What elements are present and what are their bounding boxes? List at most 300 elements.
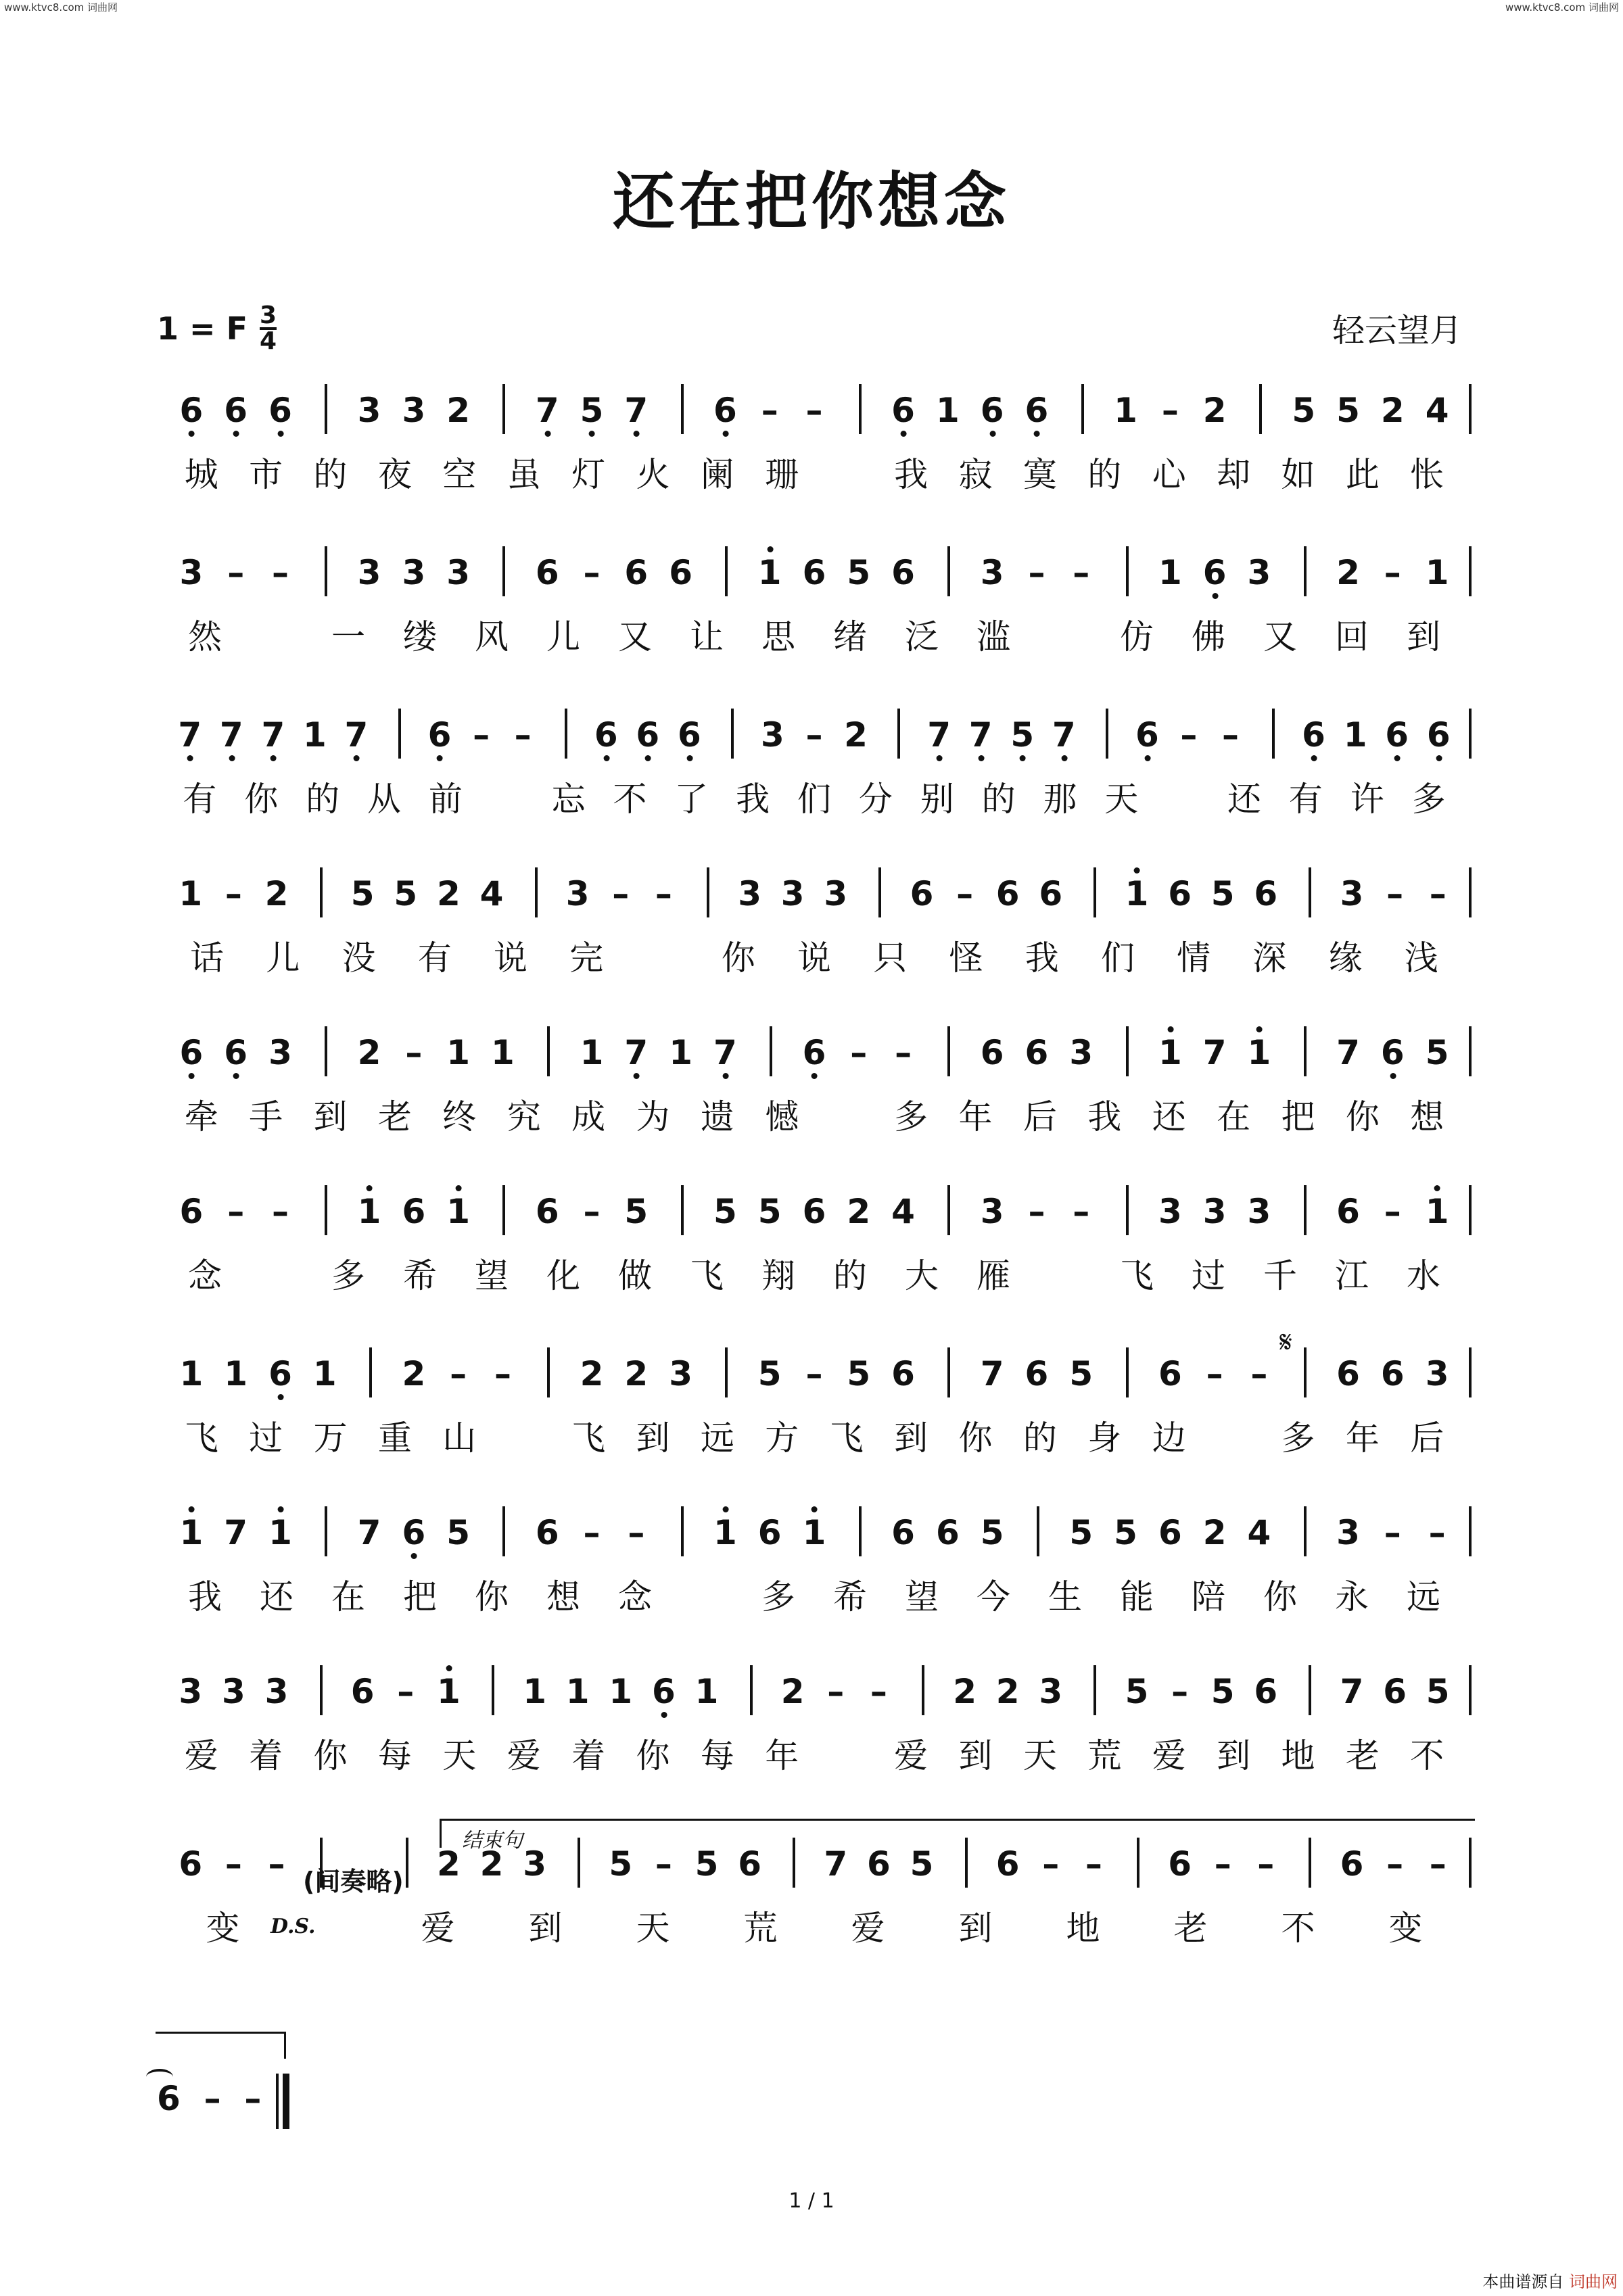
barline [1126,546,1129,596]
barline [325,1506,327,1556]
note: 6 [677,715,701,755]
note: 2 [446,391,471,430]
note: 6 [980,1033,1004,1072]
lyric-char: 望 [905,1577,939,1617]
lyric-char: 多 [894,1097,928,1137]
note: 1 [565,1672,590,1711]
note: 5 [446,1513,471,1552]
lyric-char: 山 [442,1418,477,1458]
note: – [1042,1844,1060,1884]
note: – [827,1672,845,1711]
barline [681,1506,684,1556]
note: 5 [1010,715,1035,755]
note: 3 [980,553,1004,592]
lyric-char: 还 [260,1577,293,1617]
barline [1304,1347,1307,1397]
interlude-label: (间奏略) [303,1867,404,1896]
lyric-char: 只 [873,938,908,978]
score-row [156,1342,1473,1460]
note: 5 [624,1192,649,1231]
lyric-char: 成 [571,1097,606,1137]
lyric-char: 荒 [1087,1736,1122,1775]
note: – [1429,874,1446,913]
score-row [156,1660,1473,1777]
lyric-char: 化 [546,1256,580,1295]
barline [1126,1026,1129,1076]
barline [406,1838,408,1888]
lyric-char: 市 [249,455,283,494]
note: 1 [179,1354,204,1393]
note: – [655,874,672,913]
final-volta-line [156,2032,284,2034]
note: 7 [219,715,243,755]
lyric-char: 们 [1100,938,1135,978]
score-row [156,541,1473,659]
lyrics-line [156,442,1473,496]
lyric-char: 有 [183,780,217,819]
note: 2 [847,1192,871,1231]
note: 6 [1025,1354,1049,1393]
note: 6 [224,1033,248,1072]
lyric-char: 我 [1025,938,1059,978]
barline-end [1469,1185,1472,1235]
note: 6 [891,1513,915,1552]
lyric-char: 远 [700,1418,734,1458]
lyric-char: 寂 [958,455,993,494]
note: 6 [179,1844,203,1884]
lyric-char: 仿 [1120,617,1154,656]
note: 3 [402,391,426,430]
note: 2 [624,1354,649,1393]
footer-text: 本曲谱源自 [1482,2272,1564,2291]
lyric-char: 忘 [551,780,586,819]
watermark-left: www.ktvc8.com 词曲网 [4,1,118,14]
note: 7 [344,715,369,755]
note: 3 [1069,1033,1093,1072]
note: 3 [523,1844,546,1884]
lyric-char: 把 [1281,1097,1315,1137]
lyric-char: 年 [958,1097,993,1137]
note: 6 [1336,1192,1360,1231]
barline [1304,546,1307,596]
lyric-char: 地 [1281,1736,1315,1775]
notes-line [156,1660,1473,1721]
note: 7 [624,391,649,430]
lyric-char: 做 [618,1256,652,1295]
note: 2 [357,1033,381,1072]
note: 3 [738,874,761,913]
lyric-char: 风 [475,617,509,656]
note: 5 [1069,1513,1093,1552]
note: – [225,1844,242,1884]
final-volta-end [284,2032,286,2059]
barline [947,1185,950,1235]
note: 1 [1425,1192,1449,1231]
lyric-char: 天 [442,1736,477,1775]
note: 6 [738,1844,761,1884]
note: 6 [935,1513,960,1552]
segno-sign: 𝄋 [1279,1325,1292,1360]
lyric-char: 我 [1087,1097,1122,1137]
note: 1 [312,1354,337,1393]
watermark-right: www.ktvc8.com 词曲网 [1505,1,1619,14]
note: 3 [1425,1354,1449,1393]
note: 6 [1383,1672,1407,1711]
note: 1 [1114,391,1137,430]
lyric-char: 飞 [184,1418,218,1458]
lyric-char: 浅 [1404,938,1438,978]
note: 2 [402,1354,426,1393]
note: 6 [1202,553,1227,592]
note: 6 [1340,1844,1364,1884]
note: – [268,1844,285,1884]
lyric-char: 遗 [700,1097,734,1137]
note: 3 [1340,874,1364,913]
lyric-char: 缕 [403,617,437,656]
lyric-char: 灯 [571,455,606,494]
note: 2 [1336,553,1360,592]
lyric-char: 到 [636,1418,670,1458]
note: 2 [264,874,289,913]
lyric-char: 情 [1177,938,1211,978]
note: 3 [402,553,426,592]
note: – [473,715,490,755]
note: 5 [910,1844,934,1884]
note: 3 [446,553,471,592]
lyric-char: 念 [618,1577,652,1617]
lyric-char: 每 [377,1736,412,1775]
lyric-char: 的 [313,455,348,494]
lyric-char: 变 [1388,1909,1423,1948]
lyric-char: 又 [1263,617,1297,656]
barline [502,546,505,596]
notes-line [156,379,1473,439]
note: 6 [535,1513,559,1552]
lyric-char: 却 [1217,455,1251,494]
note: 6 [636,715,660,755]
lyric-char: 们 [797,780,831,819]
barline-end [1469,709,1472,759]
note: 1 [1343,715,1367,755]
lyric-char: 不 [1281,1909,1315,1948]
lyric-char: 我 [188,1577,222,1617]
note: 6 [535,553,559,592]
lyric-char: 着 [249,1736,283,1775]
ending-label: 结束句 [462,1829,523,1852]
note: – [1085,1844,1102,1884]
lyric-char: 阑 [700,455,734,494]
note: 6 [179,391,204,430]
barline [947,1347,950,1397]
note: 1 [1247,1033,1271,1072]
lyric-char: 绪 [833,617,867,656]
lyric-char: 有 [1288,780,1323,819]
note: 6 [1426,715,1451,755]
notes-line [156,1021,1473,1082]
note: 6 [980,391,1004,430]
barline [725,1347,728,1397]
note: 6 [1336,1354,1360,1393]
lyric-char: 飞 [690,1256,724,1295]
lyric-char: 的 [981,780,1016,819]
note: 5 [757,1354,782,1393]
note: 1 [179,1513,204,1552]
key-signature [157,302,277,356]
lyric-char: 多 [761,1577,795,1617]
note: 5 [847,1354,871,1393]
note: 5 [1210,874,1235,913]
lyric-char: 希 [833,1577,867,1617]
lyric-char: 着 [571,1736,606,1775]
barline [681,384,684,434]
lyric-char: 远 [1407,1577,1440,1617]
lyric-char: 多 [1281,1418,1315,1458]
barline [325,546,327,596]
note: – [1028,553,1045,592]
note: 6 [268,1354,292,1393]
note: 2 [436,1844,461,1884]
note: – [1384,553,1401,592]
note: 6 [1135,715,1159,755]
lyric-char: 你 [636,1736,670,1775]
lyric-char: 老 [377,1097,412,1137]
note: 6 [910,874,934,913]
note: 3 [264,1672,289,1711]
time-sig-bottom: 4 [260,327,277,356]
barline [492,1665,494,1715]
note: 7 [224,1513,248,1552]
lyric-char: 荒 [743,1909,778,1948]
note: – [1250,1354,1268,1393]
note: – [895,1033,912,1072]
barline [547,1347,550,1397]
barline [1081,384,1084,434]
note: 6 [866,1844,891,1884]
lyric-char: 空 [442,455,477,494]
lyric-char: 身 [1087,1418,1122,1458]
lyric-char: 想 [1410,1097,1444,1137]
barline [731,709,734,759]
lyrics-line [156,1564,1473,1619]
note: 4 [891,1192,915,1231]
barline-end [1469,1665,1472,1715]
lyric-char: 我 [736,780,770,819]
note: 3 [1336,1513,1360,1552]
barline [1304,1026,1307,1076]
lyric-char: 天 [636,1909,670,1948]
note: 6 [350,1672,375,1711]
note: 5 [1426,1672,1450,1711]
note: 5 [1210,1672,1235,1711]
note: – [271,553,289,592]
lyric-char: 终 [442,1097,477,1137]
note: 6 [713,391,737,430]
score-row [156,1501,1473,1619]
note: 2 [1380,391,1405,430]
note: 6 [268,391,292,430]
note: 1 [609,1672,633,1711]
note: 6 [802,553,826,592]
barline [502,384,505,434]
lyrics-line [156,1896,1473,1950]
lyric-char: 变 [206,1909,240,1948]
note: 3 [1039,1672,1063,1711]
note: – [1384,1513,1401,1552]
lyric-char: 每 [700,1736,734,1775]
lyric-char: 陪 [1192,1577,1225,1617]
note: – [225,874,242,913]
lyrics-line [156,1084,1473,1139]
lyric-char: 别 [920,780,954,819]
note: 6 [1385,715,1409,755]
notes-line [156,1342,1473,1403]
note: 5 [847,553,871,592]
note: 6 [1158,1354,1182,1393]
lyric-char: 永 [1335,1577,1369,1617]
notes-line [156,862,1473,923]
lyric-char: 到 [958,1909,993,1948]
barline [320,867,323,917]
lyric-char: 儿 [546,617,580,656]
note: 6 [594,715,618,755]
note: 1 [580,1033,604,1072]
lyric-char: 过 [1192,1256,1225,1295]
barline [878,867,881,917]
note: 6 [1254,1672,1278,1711]
note: – [450,1354,467,1393]
note: 3 [1158,1192,1182,1231]
note: 2 [1202,391,1227,430]
lyric-char: 还 [1227,780,1261,819]
lyric-char: 你 [721,938,755,978]
lyric-char: 万 [313,1418,348,1458]
lyric-char: 天 [1104,780,1139,819]
note: 4 [1247,1513,1271,1552]
note: 7 [1202,1033,1227,1072]
ending-bracket [440,1819,1475,1852]
lyric-char: 爱 [421,1909,455,1948]
barline [325,1185,327,1235]
note: – [271,1192,289,1231]
lyric-char: 后 [1022,1097,1057,1137]
lyric-char: 怅 [1410,455,1444,494]
note: 6 [1380,1033,1405,1072]
time-sig-top: 3 [260,302,277,329]
lyric-char: 让 [690,617,724,656]
lyric-char: 究 [507,1097,541,1137]
lyric-char: 望 [475,1256,509,1295]
note: – [805,391,823,430]
barline [947,1026,950,1076]
lyric-char: 火 [636,455,670,494]
note: 6 [651,1672,676,1711]
note: 7 [624,1033,649,1072]
note: – [405,1033,423,1072]
note: 6 [891,1354,915,1393]
lyric-char: 到 [528,1909,563,1948]
note: 2 [580,1354,604,1393]
lyric-char: 分 [858,780,893,819]
lyric-char: 千 [1263,1256,1297,1295]
notes-line [156,1180,1473,1241]
barline [1304,1506,1307,1556]
lyric-char: 江 [1335,1256,1369,1295]
note: 7 [1340,1672,1364,1711]
lyric-char: 的 [1087,455,1122,494]
note: 3 [357,553,381,592]
note: 6 [624,553,649,592]
barline [681,1185,684,1235]
barline [502,1185,505,1235]
score-row [156,1180,1473,1297]
lyric-char: 在 [1217,1097,1251,1137]
barline [707,867,709,917]
note: 4 [479,874,504,913]
lyric-char: 爱 [851,1909,885,1948]
score-row [156,379,1473,496]
lyric-char: 为 [636,1097,670,1137]
note: – [1221,715,1239,755]
lyric-char: 从 [367,780,401,819]
note: 5 [695,1844,719,1884]
ds-marking: D.S. [270,1915,316,1938]
lyric-char: 滥 [977,617,1010,656]
lyric-char: 许 [1350,780,1384,819]
note: 6 [402,1192,426,1231]
note: 1 [446,1192,471,1231]
note: – [1386,1844,1404,1884]
final-barline-thick [283,2074,289,2129]
note: 6 [1025,1033,1049,1072]
lyric-char: 不 [613,780,647,819]
lyric-char: 多 [331,1256,365,1295]
barline [770,1026,772,1076]
barline [502,1506,505,1556]
barline [859,1506,862,1556]
lyric-char: 那 [1043,780,1077,819]
lyric-char: 了 [674,780,709,819]
note: – [870,1672,887,1711]
composer: 轻云望月 [1332,312,1462,350]
note: 5 [1292,391,1316,430]
barline [1037,1506,1039,1556]
note: 3 [669,1354,693,1393]
note: – [1180,715,1198,755]
note: 3 [780,874,805,913]
barline [1304,1185,1307,1235]
note: 4 [1425,391,1449,430]
note: 6 [179,1033,204,1072]
lyric-char: 今 [977,1577,1010,1617]
note: 6 [1025,391,1049,430]
lyric-char: 不 [1410,1736,1444,1775]
note: – [1214,1844,1231,1884]
lyric-char: 爱 [894,1736,928,1775]
note: 1 [802,1513,826,1552]
note: – [494,1354,511,1393]
lyric-char: 大 [905,1256,939,1295]
lyric-char: 爱 [507,1736,541,1775]
note: 1 [224,1354,248,1393]
note: 3 [824,874,848,913]
barline-end [1469,546,1472,596]
note: – [1171,1672,1189,1711]
note: 1 [523,1672,546,1711]
barline-end [1469,384,1472,434]
note: – [1384,1192,1401,1231]
barline [897,709,900,759]
note: 6 [427,715,452,755]
